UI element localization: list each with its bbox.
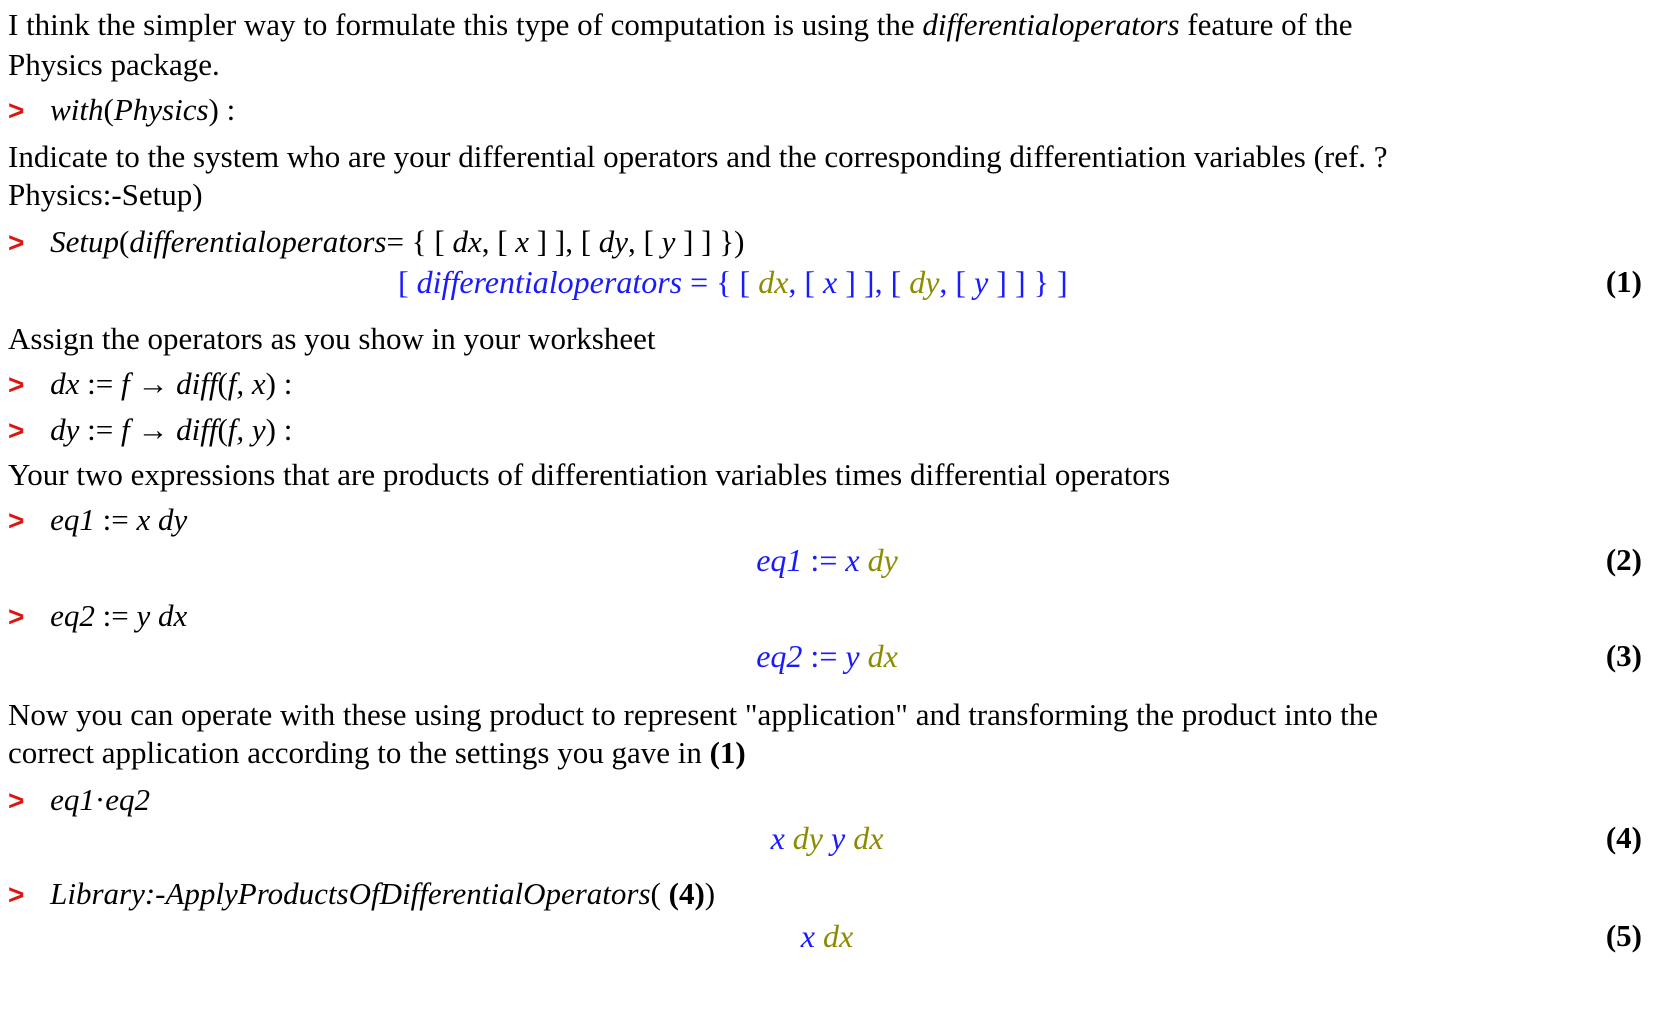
intro-text: I think the simpler way to formulate this type of computation is using the differentialoperators feature of the [8, 7, 1353, 42]
equation-label-1: (1) [1605, 264, 1642, 299]
setup-text: Indicate to the system who are your differential operators and the corresponding differentiation variables (ref. ? [8, 139, 1388, 174]
output-5: x dx [800, 918, 854, 954]
prompt-marker: > [8, 879, 25, 910]
output-1: [ differentialoperators = { [ dx, [ x ] ], [ dy, [ y ] ] } ] [398, 264, 1068, 300]
prompt-marker: > [8, 785, 25, 816]
products-text: Your two expressions that are products of differentiation variables times differential operators [8, 457, 1171, 492]
setup-text-line2: Physics:-Setup) [8, 177, 203, 212]
equation-ref[interactable]: (1) [709, 735, 746, 770]
equation-label-4: (4) [1605, 820, 1642, 855]
output-2: eq1 := x dy [756, 542, 898, 578]
prompt-marker: > [8, 369, 25, 400]
input-dy-def[interactable]: > dy := f → diff(f, y) : [8, 412, 293, 447]
equation-label-3: (3) [1605, 638, 1642, 673]
prompt-marker: > [8, 95, 25, 126]
intro-text-line2: Physics package. [8, 47, 220, 82]
assign-text: Assign the operators as you show in your worksheet [8, 321, 656, 356]
input-eq1[interactable]: > eq1 := x dy [8, 502, 188, 537]
equation-ref: (4) [668, 876, 705, 911]
input-dx-def[interactable]: > dx := f → diff(f, x) : [8, 366, 293, 401]
equation-label-5: (5) [1605, 918, 1642, 953]
input-setup[interactable]: > Setup(differentialoperators= { [ dx, [ x ] ], [ dy, [ y ] ] }) [8, 224, 745, 259]
output-3: eq2 := y dx [756, 638, 898, 674]
input-product[interactable]: > eq1·eq2 [8, 782, 150, 817]
input-library[interactable]: > Library:-ApplyProductsOfDifferentialOperators( (4)) [8, 876, 716, 911]
prompt-marker: > [8, 601, 25, 632]
application-text-line2: correct application according to the settings you gave in (1) [8, 735, 746, 770]
input-eq2[interactable]: > eq2 := y dx [8, 598, 188, 633]
application-text: Now you can operate with these using product to represent "application" and transforming the product into the [8, 697, 1378, 732]
equation-label-2: (2) [1605, 542, 1642, 577]
output-4: x dy y dx [770, 820, 884, 856]
prompt-marker: > [8, 505, 25, 536]
input-with-physics[interactable]: > with(Physics) : [8, 92, 236, 127]
prompt-marker: > [8, 227, 25, 258]
prompt-marker: > [8, 415, 25, 446]
